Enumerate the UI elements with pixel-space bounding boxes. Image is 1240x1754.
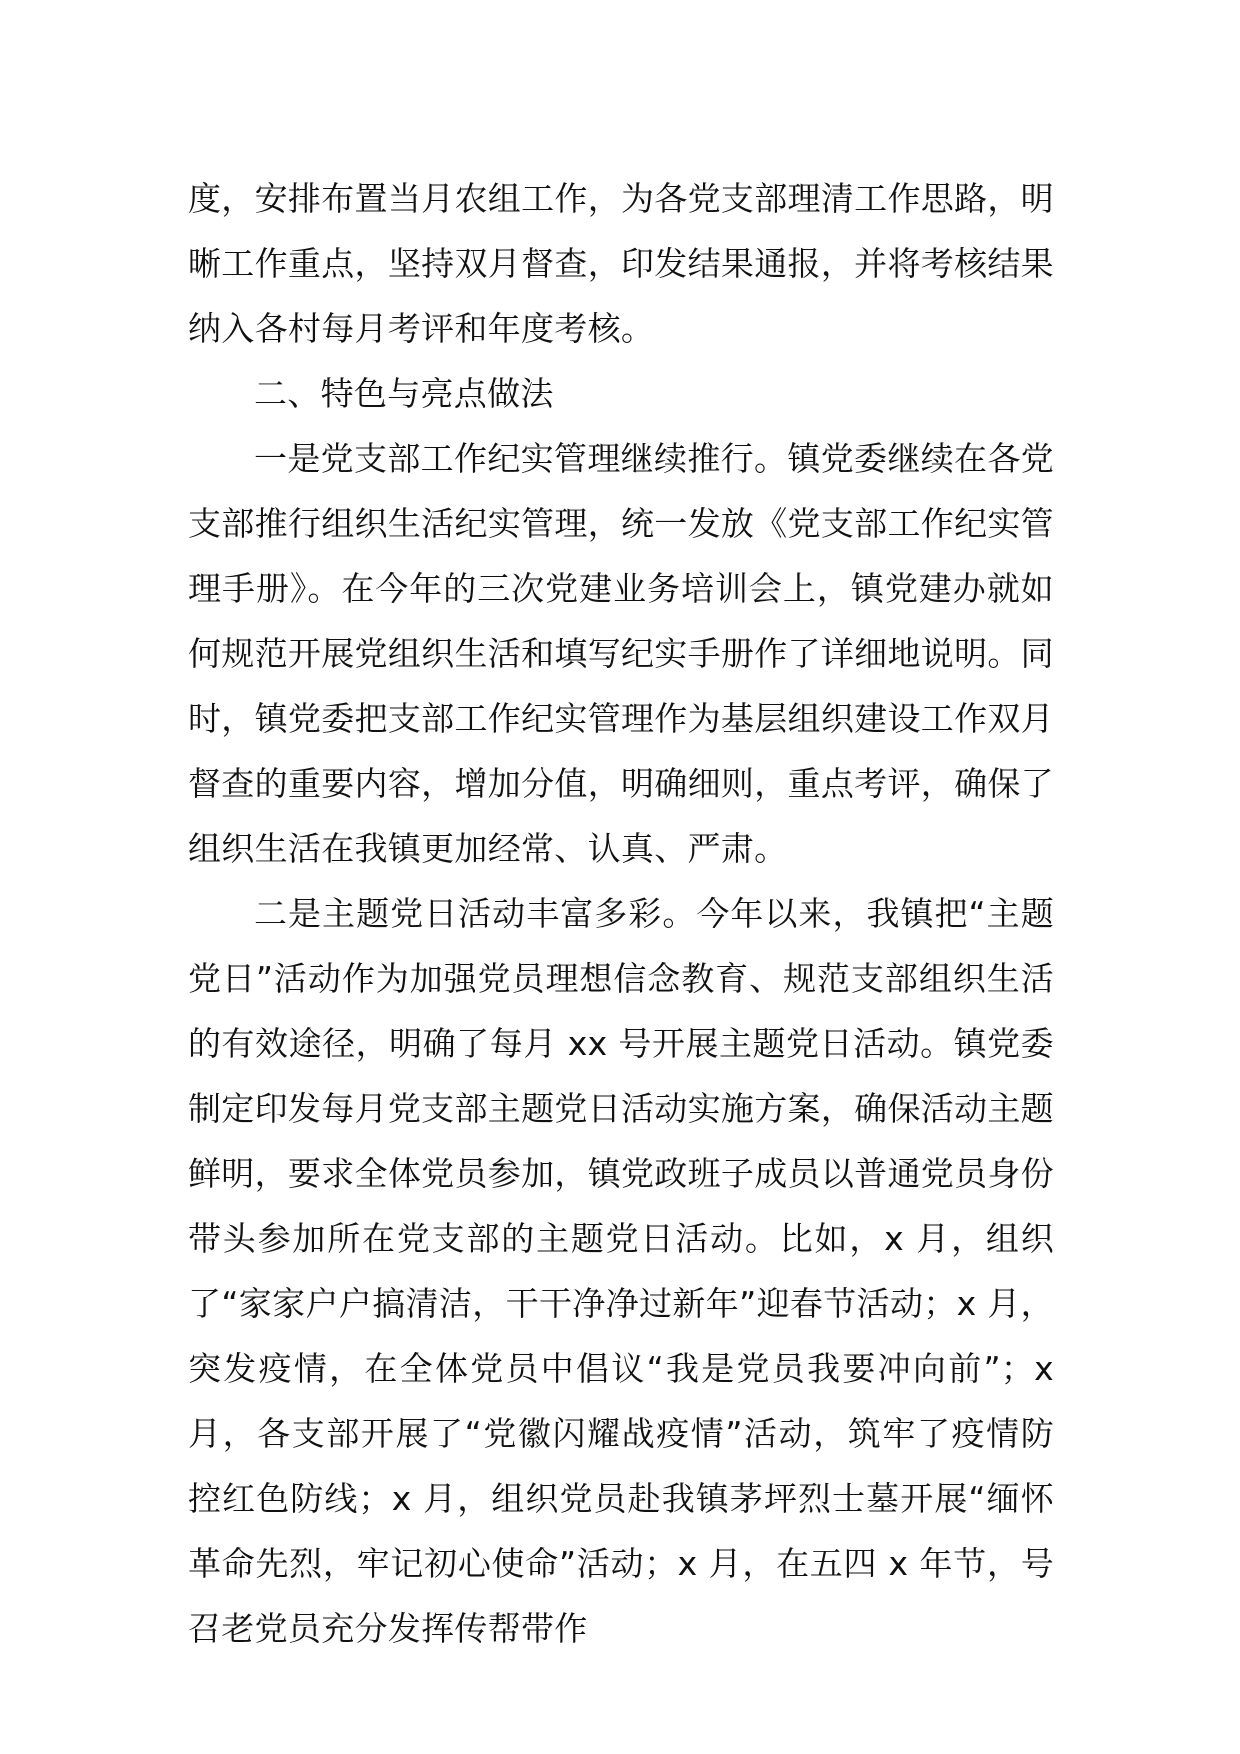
section-heading: 二、特色与亮点做法 [254, 374, 554, 413]
paragraph-record-management: 一是党支部工作纪实管理继续推行。镇党委继续在各党支部推行组织生活纪实管理，统一发放《党支部工作纪实管理手册》。在今年的三次党建业务培训会上，镇党建办就如何规范开展党组织生活和填写纪实手册作了详细地说明。同时，镇党委把支部工作纪实管理作为基层组织建设工作双月督查的重要内容，增加分值，明确细则，重点考评，确保了组织生活在我镇更加经常、认真、严肃。 [188, 439, 1054, 868]
paragraph-continuation: 度，安排布置当月农组工作，为各党支部理清工作思路，明晰工作重点，坚持双月督查，印发结果通报，并将考核结果纳入各村每月考评和年度考核。 [188, 179, 1054, 348]
paragraph-theme-party-day: 二是主题党日活动丰富多彩。今年以来，我镇把“主题党日”活动作为加强党员理想信念教育、规范支部组织生活的有效途径，明确了每月 xx 号开展主题党日活动。镇党委制定印发每月党支部主题党日活动实施方案，确保活动主题鲜明，要求全体党员参加，镇党政班子成员以普通党员身份带头参加所在党支部的主题党日活动。比如，x 月，组织了“家家户户搞清洁，干干净净过新年”迎春节活动；x 月，突发疫情，在全体党员中倡议“我是党员我要冲向前”；x 月，各支部开展了“党徽闪耀战疫情”活动，筑牢了疫情防控红色防线；x 月，组织党员赴我镇茅坪烈士墓开展“缅怀革命先烈，牢记初心使命”活动；x 月，在五四 x 年节，号召老党员充分发挥传帮带作 [188, 894, 1054, 1648]
document-body [188, 166, 1054, 1661]
